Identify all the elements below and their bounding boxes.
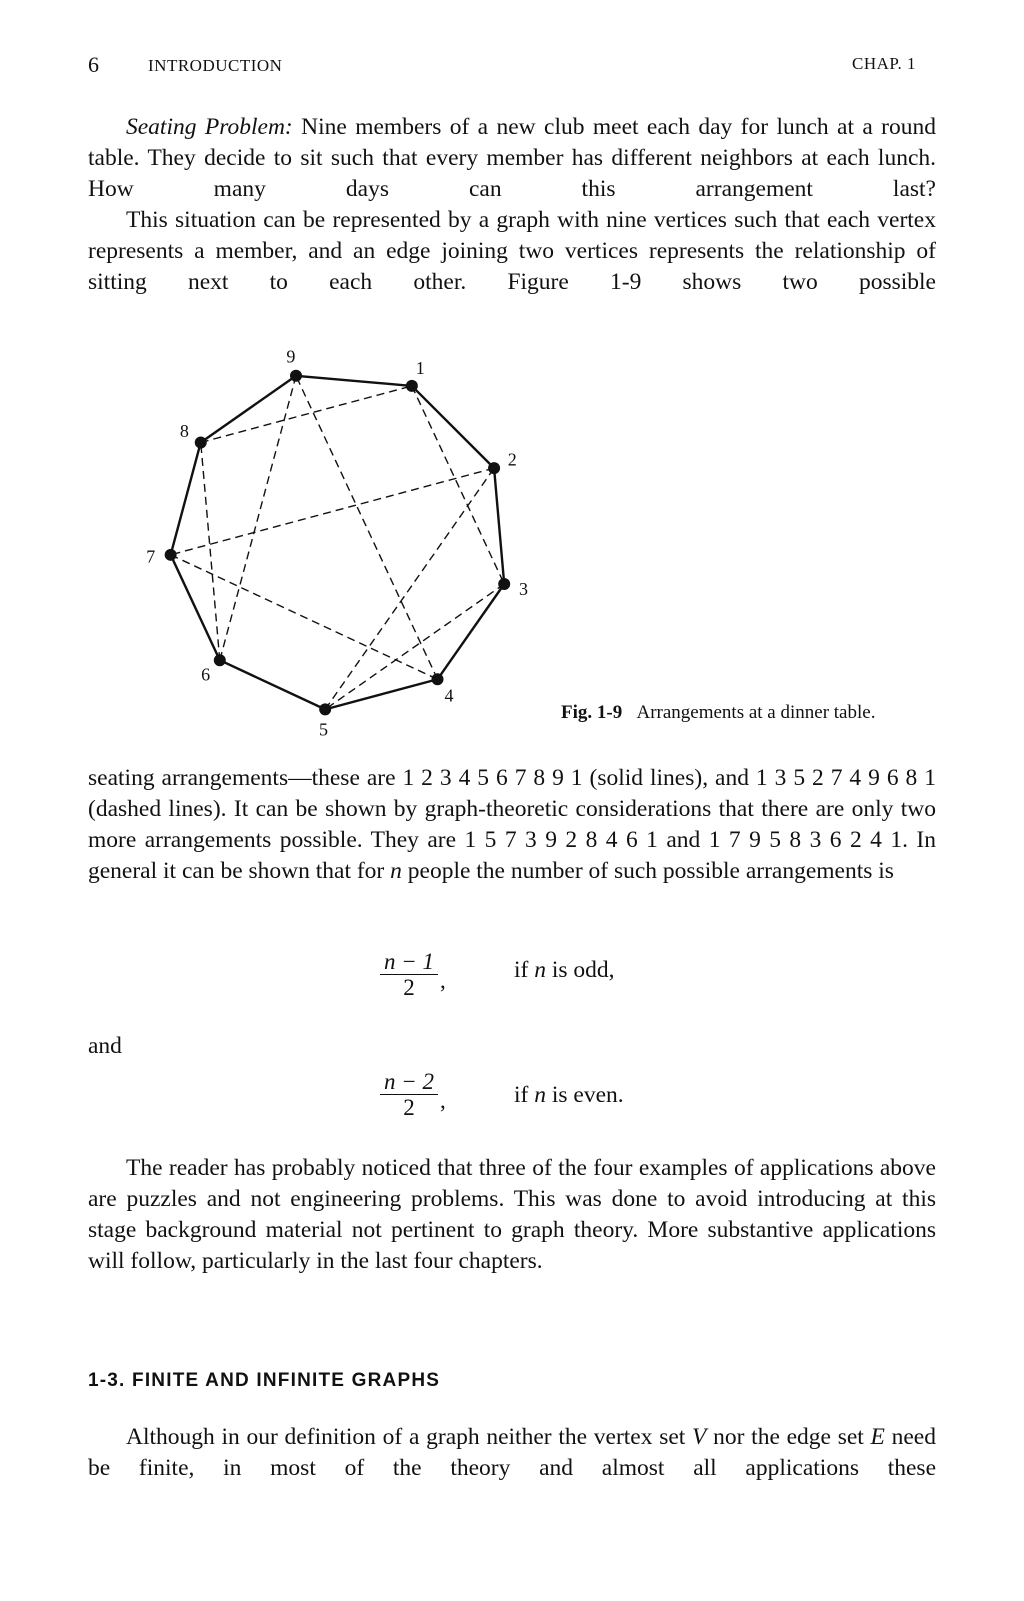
solid-edge-1-2: [412, 386, 494, 468]
vertex-label-7: 7: [146, 546, 156, 567]
vertex-7: [165, 549, 177, 561]
solid-edge-5-6: [220, 660, 325, 709]
fraction-numerator: n − 2: [380, 1070, 438, 1095]
vertex-2: [488, 462, 500, 474]
paragraph-text-a: Although in our definition of a graph neither the vertex set: [126, 1424, 693, 1450]
fraction-denominator: 2: [403, 975, 415, 1000]
running-title: INTRODUCTION: [148, 56, 283, 75]
reader-note-paragraph: [88, 1153, 936, 1277]
vertex-4: [432, 673, 444, 685]
vertex-label-1: 1: [415, 357, 425, 378]
fraction-denominator: 2: [403, 1095, 415, 1120]
solid-edge-8-9: [201, 376, 296, 443]
paragraph-text: This situation can be represented by a graph with nine vertices such that each vertex represents a member, and an edge joining two vertices represents the relationship of sitting next to each other. Figure 1-9 shows two possible: [88, 207, 936, 295]
formula-odd: [380, 950, 446, 1001]
seating-problem-paragraph: [88, 112, 936, 205]
vertex-5: [319, 703, 331, 715]
solid-edge-9-1: [296, 376, 412, 386]
dashed-edge-2-7: [171, 468, 494, 555]
vertex-label-4: 4: [444, 685, 454, 706]
fraction-odd: [380, 950, 438, 1001]
vertex-label-9: 9: [286, 350, 296, 367]
paragraph-text-c: need be finite, in most of the theory and almost all applications these: [88, 1424, 936, 1481]
problem-title: Seating Problem:: [126, 114, 293, 140]
dashed-edge-9-6: [220, 376, 296, 660]
vertex-1: [406, 380, 418, 392]
dashed-edge-1-3: [412, 386, 504, 584]
vertex-label-3: 3: [519, 579, 529, 600]
finite-graphs-paragraph: [88, 1422, 936, 1484]
figure-1-9-graph: [140, 350, 540, 760]
condition-odd: if n is odd,: [514, 957, 615, 983]
vertex-9: [290, 370, 302, 382]
figure-caption: [561, 700, 939, 726]
page-number: 6: [88, 52, 99, 77]
variable-n: n: [390, 858, 402, 884]
formula-comma: ,: [440, 967, 446, 993]
solid-edge-7-8: [171, 442, 201, 554]
caption-label: Fig. 1-9: [561, 702, 623, 723]
chapter-label: CHAP. 1: [852, 54, 916, 73]
paragraph-text-b: people the number of such possible arrangements is: [401, 858, 894, 884]
formula-even: [380, 1070, 446, 1121]
paragraph-text: The reader has probably noticed that three of the four examples of applications above are puzzles and not engineering problems. This was done to avoid introducing at this stage background material not pertinent to graph theory. More substantive applications will follow, particularly in the last four chapters.: [88, 1155, 936, 1274]
paragraph-text-a: seating arrangements—these are 1 2 3 4 5 6 7 8 9 1 (solid lines), and 1 3 5 2 7 4 9 6 8 1 (dashed lines). It can be shown by graph-theoretic considerations that there are only two more arrangements possible. They are 1 5 7 3 9 2 8 4 6 1 and 1 7 9 5 8 3 6 2 4 1. In general it can be shown that for: [88, 765, 936, 884]
vertex-6: [214, 654, 226, 666]
dashed-edge-3-5: [325, 584, 504, 709]
problem-text: Nine members of a new club meet each day for lunch at a round table. They decide to sit such that every member has different neighbors at each lunch. How many days can this arrangement last?: [88, 114, 937, 202]
dashed-edge-5-2: [325, 468, 494, 709]
solid-edge-4-5: [325, 679, 437, 709]
vertex-8: [195, 436, 207, 448]
vertex-label-8: 8: [179, 421, 189, 442]
vertex-label-6: 6: [201, 664, 211, 685]
variable-v: V: [692, 1424, 707, 1450]
caption-text: Arrangements at a dinner table.: [636, 702, 876, 723]
condition-even: if n is even.: [514, 1082, 624, 1108]
dashed-edge-4-9: [296, 376, 438, 679]
paragraph-text-b: nor the edge set: [706, 1424, 871, 1450]
dashed-edge-7-4: [171, 555, 438, 679]
vertex-label-2: 2: [507, 449, 517, 470]
variable-e: E: [870, 1424, 885, 1450]
dashed-edge-8-1: [201, 386, 412, 443]
section-heading: 1-3. FINITE AND INFINITE GRAPHS: [88, 1370, 441, 1391]
solid-edge-6-7: [171, 555, 220, 660]
formula-comma: ,: [440, 1087, 446, 1113]
and-connector: and: [88, 1033, 122, 1059]
arrangements-paragraph: [88, 763, 936, 887]
graph-representation-paragraph: [88, 205, 936, 298]
vertex-label-5: 5: [318, 719, 328, 740]
fraction-numerator: n − 1: [380, 950, 438, 975]
solid-edge-3-4: [438, 584, 505, 679]
vertex-3: [498, 578, 510, 590]
fraction-even: [380, 1070, 438, 1121]
